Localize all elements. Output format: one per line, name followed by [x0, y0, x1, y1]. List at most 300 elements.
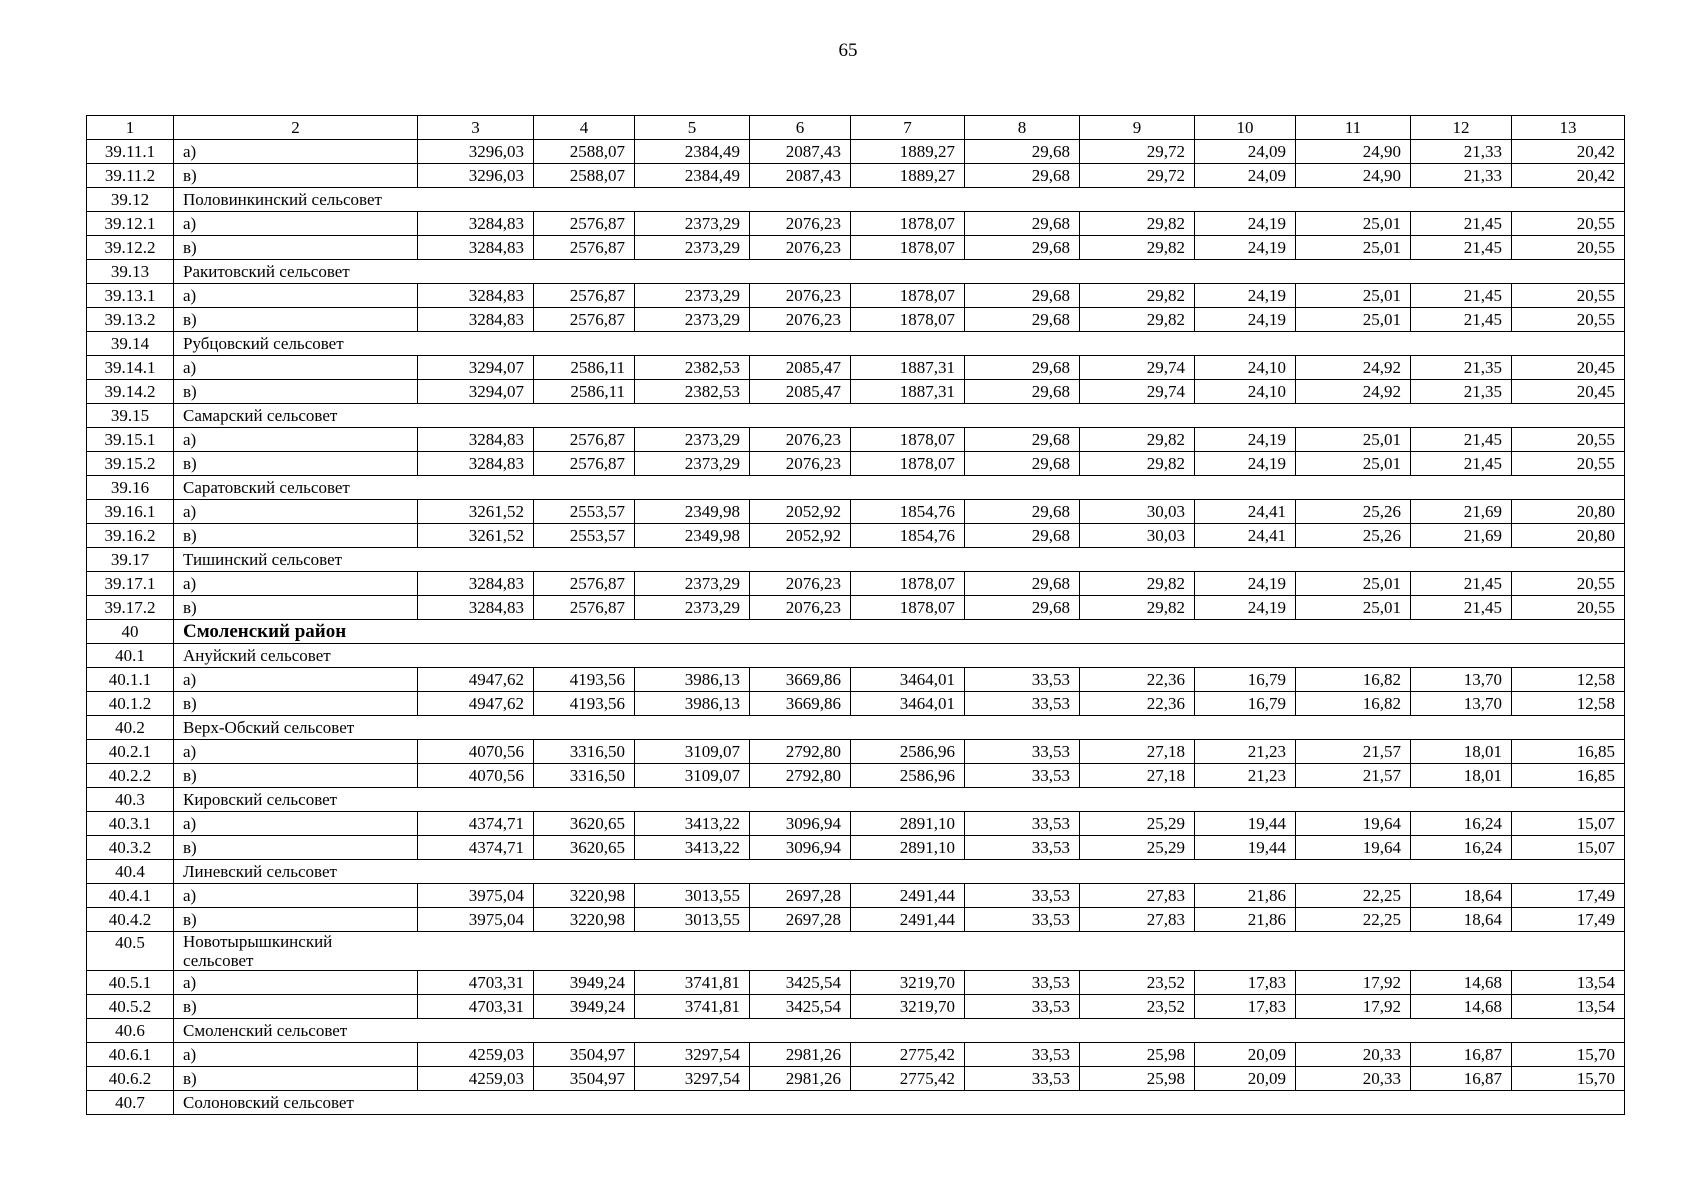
value-cell: 29,82 — [1080, 452, 1195, 476]
value-cell: 24,90 — [1296, 140, 1411, 164]
row-label: в) — [174, 908, 418, 932]
group-row — [87, 644, 1625, 668]
row-label: в) — [174, 692, 418, 716]
value-cell: 22,36 — [1080, 668, 1195, 692]
group-row — [87, 548, 1625, 572]
table-row — [87, 1067, 1625, 1091]
value-cell: 3425,54 — [750, 995, 851, 1019]
value-cell: 25,26 — [1296, 500, 1411, 524]
column-number: 9 — [1080, 116, 1195, 140]
value-cell: 17,49 — [1512, 908, 1625, 932]
value-cell: 2697,28 — [750, 884, 851, 908]
council-title: Самарский сельсовет — [174, 404, 1625, 428]
row-label: в) — [174, 1067, 418, 1091]
value-cell: 29,68 — [965, 596, 1080, 620]
row-label: в) — [174, 764, 418, 788]
value-cell: 3294,07 — [418, 356, 534, 380]
value-cell: 2384,49 — [635, 164, 750, 188]
value-cell: 2076,23 — [750, 572, 851, 596]
value-cell: 19,44 — [1195, 812, 1296, 836]
value-cell: 29,68 — [965, 524, 1080, 548]
council-title — [174, 932, 1625, 971]
value-cell: 33,53 — [965, 971, 1080, 995]
value-cell: 3219,70 — [851, 971, 965, 995]
value-cell: 15,70 — [1512, 1067, 1625, 1091]
value-cell: 22,36 — [1080, 692, 1195, 716]
value-cell: 20,80 — [1512, 524, 1625, 548]
value-cell: 2576,87 — [534, 236, 635, 260]
value-cell: 1854,76 — [851, 524, 965, 548]
value-cell: 2087,43 — [750, 164, 851, 188]
table-row — [87, 764, 1625, 788]
value-cell: 2076,23 — [750, 596, 851, 620]
group-row — [87, 788, 1625, 812]
row-label: а) — [174, 740, 418, 764]
value-cell: 2373,29 — [635, 428, 750, 452]
row-code: 39.16.2 — [87, 524, 174, 548]
value-cell: 21,69 — [1411, 500, 1512, 524]
value-cell: 16,24 — [1411, 836, 1512, 860]
value-cell: 29,68 — [965, 380, 1080, 404]
value-cell: 18,64 — [1411, 884, 1512, 908]
value-cell: 22,25 — [1296, 908, 1411, 932]
value-cell: 2384,49 — [635, 140, 750, 164]
value-cell: 33,53 — [965, 740, 1080, 764]
value-cell: 22,25 — [1296, 884, 1411, 908]
value-cell: 25,01 — [1296, 572, 1411, 596]
value-cell: 19,64 — [1296, 836, 1411, 860]
row-code: 39.13 — [87, 260, 174, 284]
value-cell: 1878,07 — [851, 572, 965, 596]
value-cell: 3504,97 — [534, 1043, 635, 1067]
group-row — [87, 332, 1625, 356]
value-cell: 1878,07 — [851, 596, 965, 620]
value-cell: 3284,83 — [418, 428, 534, 452]
value-cell: 2087,43 — [750, 140, 851, 164]
value-cell: 33,53 — [965, 668, 1080, 692]
table-row — [87, 356, 1625, 380]
value-cell: 3425,54 — [750, 971, 851, 995]
value-cell: 16,79 — [1195, 668, 1296, 692]
value-cell: 3413,22 — [635, 836, 750, 860]
row-code: 39.11.2 — [87, 164, 174, 188]
row-code: 40.6.2 — [87, 1067, 174, 1091]
value-cell: 29,82 — [1080, 428, 1195, 452]
value-cell: 24,19 — [1195, 572, 1296, 596]
value-cell: 3284,83 — [418, 236, 534, 260]
value-cell: 20,55 — [1512, 236, 1625, 260]
value-cell: 21,57 — [1296, 764, 1411, 788]
value-cell: 24,19 — [1195, 284, 1296, 308]
row-label: в) — [174, 164, 418, 188]
value-cell: 3316,50 — [534, 764, 635, 788]
value-cell: 4703,31 — [418, 995, 534, 1019]
value-cell: 2491,44 — [851, 908, 965, 932]
value-cell: 2382,53 — [635, 380, 750, 404]
value-cell: 33,53 — [965, 884, 1080, 908]
row-label: в) — [174, 452, 418, 476]
value-cell: 1878,07 — [851, 284, 965, 308]
value-cell: 25,26 — [1296, 524, 1411, 548]
row-code: 40.3 — [87, 788, 174, 812]
group-row — [87, 404, 1625, 428]
row-code: 40.5.1 — [87, 971, 174, 995]
value-cell: 21,45 — [1411, 452, 1512, 476]
row-code: 40.3.1 — [87, 812, 174, 836]
value-cell: 16,24 — [1411, 812, 1512, 836]
value-cell: 25,98 — [1080, 1043, 1195, 1067]
council-title: Кировский сельсовет — [174, 788, 1625, 812]
value-cell: 13,54 — [1512, 971, 1625, 995]
value-cell: 3296,03 — [418, 164, 534, 188]
value-cell: 3669,86 — [750, 668, 851, 692]
value-cell: 24,19 — [1195, 212, 1296, 236]
group-row — [87, 1019, 1625, 1043]
value-cell: 33,53 — [965, 764, 1080, 788]
value-cell: 3220,98 — [534, 908, 635, 932]
row-code: 39.12 — [87, 188, 174, 212]
value-cell: 25,01 — [1296, 308, 1411, 332]
value-cell: 18,64 — [1411, 908, 1512, 932]
value-cell: 3284,83 — [418, 452, 534, 476]
value-cell: 3620,65 — [534, 836, 635, 860]
row-code: 39.13.1 — [87, 284, 174, 308]
value-cell: 20,55 — [1512, 212, 1625, 236]
row-code: 40.5 — [87, 932, 174, 971]
value-cell: 29,74 — [1080, 380, 1195, 404]
row-label: в) — [174, 836, 418, 860]
value-cell: 3284,83 — [418, 284, 534, 308]
row-code: 40.3.2 — [87, 836, 174, 860]
value-cell: 30,03 — [1080, 524, 1195, 548]
value-cell: 24,92 — [1296, 356, 1411, 380]
value-cell: 19,64 — [1296, 812, 1411, 836]
value-cell: 20,45 — [1512, 380, 1625, 404]
column-number: 4 — [534, 116, 635, 140]
value-cell: 24,19 — [1195, 236, 1296, 260]
value-cell: 27,18 — [1080, 740, 1195, 764]
row-code: 39.17.2 — [87, 596, 174, 620]
value-cell: 20,33 — [1296, 1067, 1411, 1091]
row-code: 39.14 — [87, 332, 174, 356]
council-title: Верх-Обский сельсовет — [174, 716, 1625, 740]
row-label: а) — [174, 971, 418, 995]
value-cell: 3741,81 — [635, 995, 750, 1019]
value-cell: 24,09 — [1195, 140, 1296, 164]
value-cell: 2775,42 — [851, 1067, 965, 1091]
value-cell: 3109,07 — [635, 740, 750, 764]
value-cell: 1878,07 — [851, 212, 965, 236]
value-cell: 2076,23 — [750, 284, 851, 308]
value-cell: 3297,54 — [635, 1043, 750, 1067]
value-cell: 29,68 — [965, 428, 1080, 452]
value-cell: 15,07 — [1512, 812, 1625, 836]
table-row — [87, 524, 1625, 548]
value-cell: 27,18 — [1080, 764, 1195, 788]
column-number: 13 — [1512, 116, 1625, 140]
value-cell: 2382,53 — [635, 356, 750, 380]
value-cell: 1878,07 — [851, 236, 965, 260]
value-cell: 20,55 — [1512, 308, 1625, 332]
row-code: 39.15.2 — [87, 452, 174, 476]
row-label: а) — [174, 1043, 418, 1067]
value-cell: 21,45 — [1411, 308, 1512, 332]
value-cell: 33,53 — [965, 836, 1080, 860]
column-number: 2 — [174, 116, 418, 140]
value-cell: 4374,71 — [418, 836, 534, 860]
group-row — [87, 476, 1625, 500]
value-cell: 3741,81 — [635, 971, 750, 995]
value-cell: 25,98 — [1080, 1067, 1195, 1091]
table-row — [87, 908, 1625, 932]
value-cell: 29,68 — [965, 356, 1080, 380]
table-row — [87, 236, 1625, 260]
value-cell: 12,58 — [1512, 692, 1625, 716]
value-cell: 25,01 — [1296, 428, 1411, 452]
value-cell: 29,74 — [1080, 356, 1195, 380]
row-code: 40.2.2 — [87, 764, 174, 788]
value-cell: 2586,11 — [534, 380, 635, 404]
table-row — [87, 836, 1625, 860]
value-cell: 2588,07 — [534, 140, 635, 164]
tariff-table — [86, 115, 1625, 1115]
table-row — [87, 140, 1625, 164]
value-cell: 4947,62 — [418, 692, 534, 716]
value-cell: 2981,26 — [750, 1067, 851, 1091]
value-cell: 3096,94 — [750, 836, 851, 860]
value-cell: 2576,87 — [534, 428, 635, 452]
value-cell: 21,45 — [1411, 428, 1512, 452]
value-cell: 2588,07 — [534, 164, 635, 188]
value-cell: 21,57 — [1296, 740, 1411, 764]
value-cell: 3297,54 — [635, 1067, 750, 1091]
value-cell: 3296,03 — [418, 140, 534, 164]
value-cell: 25,29 — [1080, 812, 1195, 836]
value-cell: 4070,56 — [418, 764, 534, 788]
value-cell: 33,53 — [965, 995, 1080, 1019]
row-label: в) — [174, 308, 418, 332]
value-cell: 4259,03 — [418, 1067, 534, 1091]
value-cell: 24,19 — [1195, 308, 1296, 332]
value-cell: 24,10 — [1195, 380, 1296, 404]
value-cell: 3986,13 — [635, 668, 750, 692]
value-cell: 2373,29 — [635, 596, 750, 620]
value-cell: 15,70 — [1512, 1043, 1625, 1067]
value-cell: 2052,92 — [750, 524, 851, 548]
value-cell: 3219,70 — [851, 995, 965, 1019]
row-label: а) — [174, 668, 418, 692]
value-cell: 21,33 — [1411, 140, 1512, 164]
value-cell: 25,29 — [1080, 836, 1195, 860]
value-cell: 29,68 — [965, 140, 1080, 164]
value-cell: 1889,27 — [851, 140, 965, 164]
row-label: а) — [174, 500, 418, 524]
group-row — [87, 860, 1625, 884]
value-cell: 29,82 — [1080, 284, 1195, 308]
value-cell: 1854,76 — [851, 500, 965, 524]
value-cell: 20,09 — [1195, 1067, 1296, 1091]
value-cell: 2076,23 — [750, 452, 851, 476]
value-cell: 2792,80 — [750, 740, 851, 764]
value-cell: 16,87 — [1411, 1067, 1512, 1091]
value-cell: 2775,42 — [851, 1043, 965, 1067]
value-cell: 21,69 — [1411, 524, 1512, 548]
row-label: а) — [174, 812, 418, 836]
value-cell: 3284,83 — [418, 308, 534, 332]
value-cell: 2792,80 — [750, 764, 851, 788]
council-title: Солоновский сельсовет — [174, 1091, 1625, 1115]
value-cell: 3620,65 — [534, 812, 635, 836]
value-cell: 2085,47 — [750, 380, 851, 404]
value-cell: 2586,96 — [851, 740, 965, 764]
row-code: 40.4.2 — [87, 908, 174, 932]
row-code: 39.15 — [87, 404, 174, 428]
value-cell: 3261,52 — [418, 524, 534, 548]
value-cell: 1878,07 — [851, 308, 965, 332]
table-row — [87, 500, 1625, 524]
table-row — [87, 971, 1625, 995]
row-code: 40.2 — [87, 716, 174, 740]
value-cell: 4374,71 — [418, 812, 534, 836]
value-cell: 24,41 — [1195, 500, 1296, 524]
value-cell: 2981,26 — [750, 1043, 851, 1067]
table-row — [87, 740, 1625, 764]
value-cell: 29,72 — [1080, 140, 1195, 164]
group-row — [87, 1091, 1625, 1115]
value-cell: 2491,44 — [851, 884, 965, 908]
value-cell: 2576,87 — [534, 572, 635, 596]
value-cell: 29,68 — [965, 500, 1080, 524]
value-cell: 27,83 — [1080, 908, 1195, 932]
value-cell: 2349,98 — [635, 500, 750, 524]
value-cell: 29,68 — [965, 164, 1080, 188]
value-cell: 21,23 — [1195, 764, 1296, 788]
table-row — [87, 995, 1625, 1019]
value-cell: 20,55 — [1512, 284, 1625, 308]
value-cell: 24,19 — [1195, 452, 1296, 476]
value-cell: 16,79 — [1195, 692, 1296, 716]
value-cell: 3975,04 — [418, 908, 534, 932]
council-title: Линевский сельсовет — [174, 860, 1625, 884]
value-cell: 21,86 — [1195, 884, 1296, 908]
row-label: в) — [174, 596, 418, 620]
value-cell: 21,45 — [1411, 236, 1512, 260]
value-cell: 4070,56 — [418, 740, 534, 764]
value-cell: 13,70 — [1411, 668, 1512, 692]
value-cell: 29,82 — [1080, 212, 1195, 236]
row-code: 39.16 — [87, 476, 174, 500]
value-cell: 20,55 — [1512, 572, 1625, 596]
value-cell: 2697,28 — [750, 908, 851, 932]
row-code: 39.15.1 — [87, 428, 174, 452]
table-row — [87, 668, 1625, 692]
value-cell: 15,07 — [1512, 836, 1625, 860]
value-cell: 17,83 — [1195, 995, 1296, 1019]
column-number: 1 — [87, 116, 174, 140]
value-cell: 3413,22 — [635, 812, 750, 836]
value-cell: 33,53 — [965, 908, 1080, 932]
value-cell: 2553,57 — [534, 500, 635, 524]
value-cell: 2891,10 — [851, 812, 965, 836]
value-cell: 3284,83 — [418, 596, 534, 620]
value-cell: 21,33 — [1411, 164, 1512, 188]
value-cell: 3316,50 — [534, 740, 635, 764]
row-code: 40.4.1 — [87, 884, 174, 908]
value-cell: 29,82 — [1080, 308, 1195, 332]
value-cell: 20,45 — [1512, 356, 1625, 380]
value-cell: 3284,83 — [418, 572, 534, 596]
district-title: Смоленский район — [174, 620, 1625, 644]
value-cell: 3284,83 — [418, 212, 534, 236]
row-code: 39.14.1 — [87, 356, 174, 380]
value-cell: 14,68 — [1411, 995, 1512, 1019]
group-row — [87, 932, 1625, 971]
table-row — [87, 308, 1625, 332]
row-code: 39.12.1 — [87, 212, 174, 236]
value-cell: 2373,29 — [635, 284, 750, 308]
value-cell: 20,33 — [1296, 1043, 1411, 1067]
row-code: 40.1.1 — [87, 668, 174, 692]
column-number: 11 — [1296, 116, 1411, 140]
value-cell: 14,68 — [1411, 971, 1512, 995]
value-cell: 3986,13 — [635, 692, 750, 716]
council-title-text: Новотырышкинский сельсовет — [183, 932, 333, 970]
value-cell: 3669,86 — [750, 692, 851, 716]
council-title: Ануйский сельсовет — [174, 644, 1625, 668]
table-row — [87, 452, 1625, 476]
value-cell: 3220,98 — [534, 884, 635, 908]
value-cell: 2373,29 — [635, 572, 750, 596]
value-cell: 33,53 — [965, 1067, 1080, 1091]
value-cell: 4947,62 — [418, 668, 534, 692]
table-row — [87, 164, 1625, 188]
value-cell: 1878,07 — [851, 452, 965, 476]
row-label: в) — [174, 236, 418, 260]
row-label: а) — [174, 428, 418, 452]
value-cell: 2076,23 — [750, 236, 851, 260]
column-number: 12 — [1411, 116, 1512, 140]
column-number: 5 — [635, 116, 750, 140]
row-code: 39.11.1 — [87, 140, 174, 164]
table-row — [87, 884, 1625, 908]
value-cell: 21,35 — [1411, 380, 1512, 404]
value-cell: 3464,01 — [851, 668, 965, 692]
value-cell: 2373,29 — [635, 452, 750, 476]
value-cell: 29,72 — [1080, 164, 1195, 188]
row-code: 40.5.2 — [87, 995, 174, 1019]
column-number: 3 — [418, 116, 534, 140]
value-cell: 21,23 — [1195, 740, 1296, 764]
value-cell: 18,01 — [1411, 764, 1512, 788]
value-cell: 29,68 — [965, 284, 1080, 308]
value-cell: 29,68 — [965, 452, 1080, 476]
table-row — [87, 428, 1625, 452]
value-cell: 3949,24 — [534, 995, 635, 1019]
row-label: в) — [174, 380, 418, 404]
row-label: в) — [174, 524, 418, 548]
value-cell: 3949,24 — [534, 971, 635, 995]
value-cell: 19,44 — [1195, 836, 1296, 860]
value-cell: 30,03 — [1080, 500, 1195, 524]
column-number: 6 — [750, 116, 851, 140]
table-row — [87, 284, 1625, 308]
row-code: 40.6 — [87, 1019, 174, 1043]
table-row — [87, 380, 1625, 404]
value-cell: 3464,01 — [851, 692, 965, 716]
value-cell: 29,68 — [965, 212, 1080, 236]
value-cell: 4193,56 — [534, 692, 635, 716]
table-row — [87, 572, 1625, 596]
